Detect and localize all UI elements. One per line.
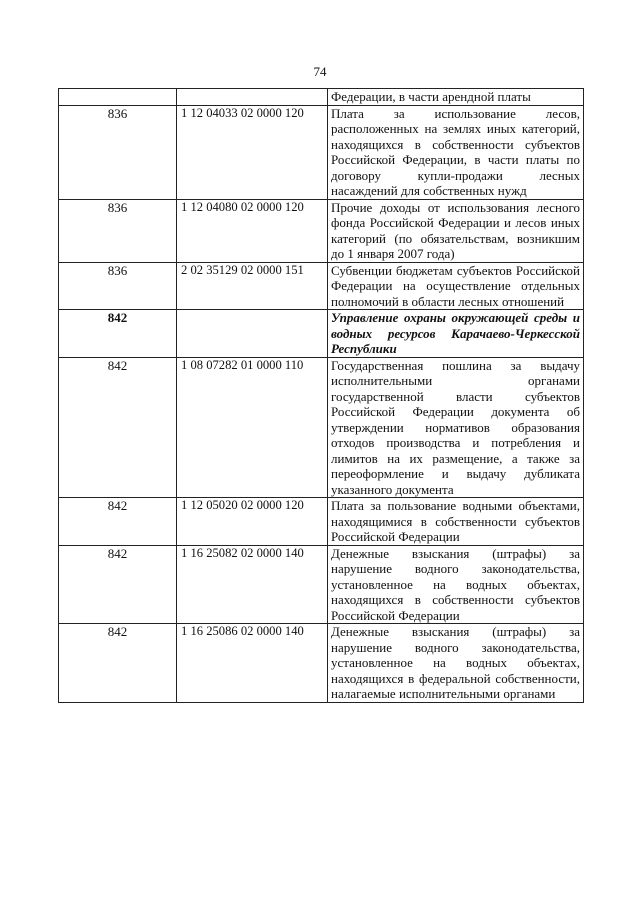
table-row	[59, 262, 584, 310]
description-cell: Денежные взыскания (штрафы) за нарушение водного законодательства, установленное на водных объектах, находящихся в собственности субъектов Российской Федерации	[328, 545, 584, 624]
classification-code-cell: 1 12 04080 02 0000 120	[177, 199, 328, 262]
table-row	[59, 545, 584, 624]
budget-classification-table	[58, 88, 584, 703]
classification-code-cell: 1 16 25082 02 0000 140	[177, 545, 328, 624]
classification-code-cell: 1 08 07282 01 0000 110	[177, 357, 328, 498]
description-cell: Денежные взыскания (штрафы) за нарушение водного законодательства, установленное на водных объектах, находящихся в федеральной собственности, налагаемые исполнительными органами	[328, 624, 584, 703]
table-row	[59, 624, 584, 703]
table-row	[59, 89, 584, 106]
description-cell: Федерации, в части арендной платы	[328, 89, 584, 106]
section-title-cell: Управление охраны окружающей среды и водных ресурсов Карачаево-Черкесской Республики	[328, 310, 584, 358]
admin-code-cell	[59, 89, 177, 106]
table-row	[59, 199, 584, 262]
admin-code-cell: 836	[59, 105, 177, 199]
classification-code-cell: 1 16 25086 02 0000 140	[177, 624, 328, 703]
admin-code-cell: 842	[59, 498, 177, 546]
table-row	[59, 498, 584, 546]
admin-code-cell: 836	[59, 199, 177, 262]
classification-code-cell	[177, 89, 328, 106]
classification-code-cell: 2 02 35129 02 0000 151	[177, 262, 328, 310]
admin-code-cell: 842	[59, 357, 177, 498]
admin-code-cell: 836	[59, 262, 177, 310]
admin-code-cell: 842	[59, 545, 177, 624]
table-row	[59, 357, 584, 498]
description-cell: Субвенции бюджетам субъектов Российской Федерации на осуществление отдельных полномочий в области лесных отношений	[328, 262, 584, 310]
description-cell: Прочие доходы от использования лесного фонда Российской Федерации и лесов иных категорий (по обязательствам, возникшим до 1 января 2007 года)	[328, 199, 584, 262]
classification-code-cell: 1 12 05020 02 0000 120	[177, 498, 328, 546]
classification-code-cell	[177, 310, 328, 358]
table-row	[59, 105, 584, 199]
admin-code-cell: 842	[59, 310, 177, 358]
description-cell: Плата за пользование водными объектами, находящимися в собственности субъектов Российской Федерации	[328, 498, 584, 546]
classification-code-cell: 1 12 04033 02 0000 120	[177, 105, 328, 199]
description-cell: Плата за использование лесов, расположенных на землях иных категорий, находящихся в собственности субъектов Российской Федерации, в части платы по договору купли-продажи лесных насаждений для собственных нужд	[328, 105, 584, 199]
description-cell: Государственная пошлина за выдачу исполнительными органами государственной власти субъектов Российской Федерации документа об утверждении нормативов образования отходов производства и потребления и лимитов на их размещение, а также за переоформление и выдачу дубликата указанного документа	[328, 357, 584, 498]
admin-code-cell: 842	[59, 624, 177, 703]
page-number: 74	[313, 64, 327, 79]
section-header-row	[59, 310, 584, 358]
